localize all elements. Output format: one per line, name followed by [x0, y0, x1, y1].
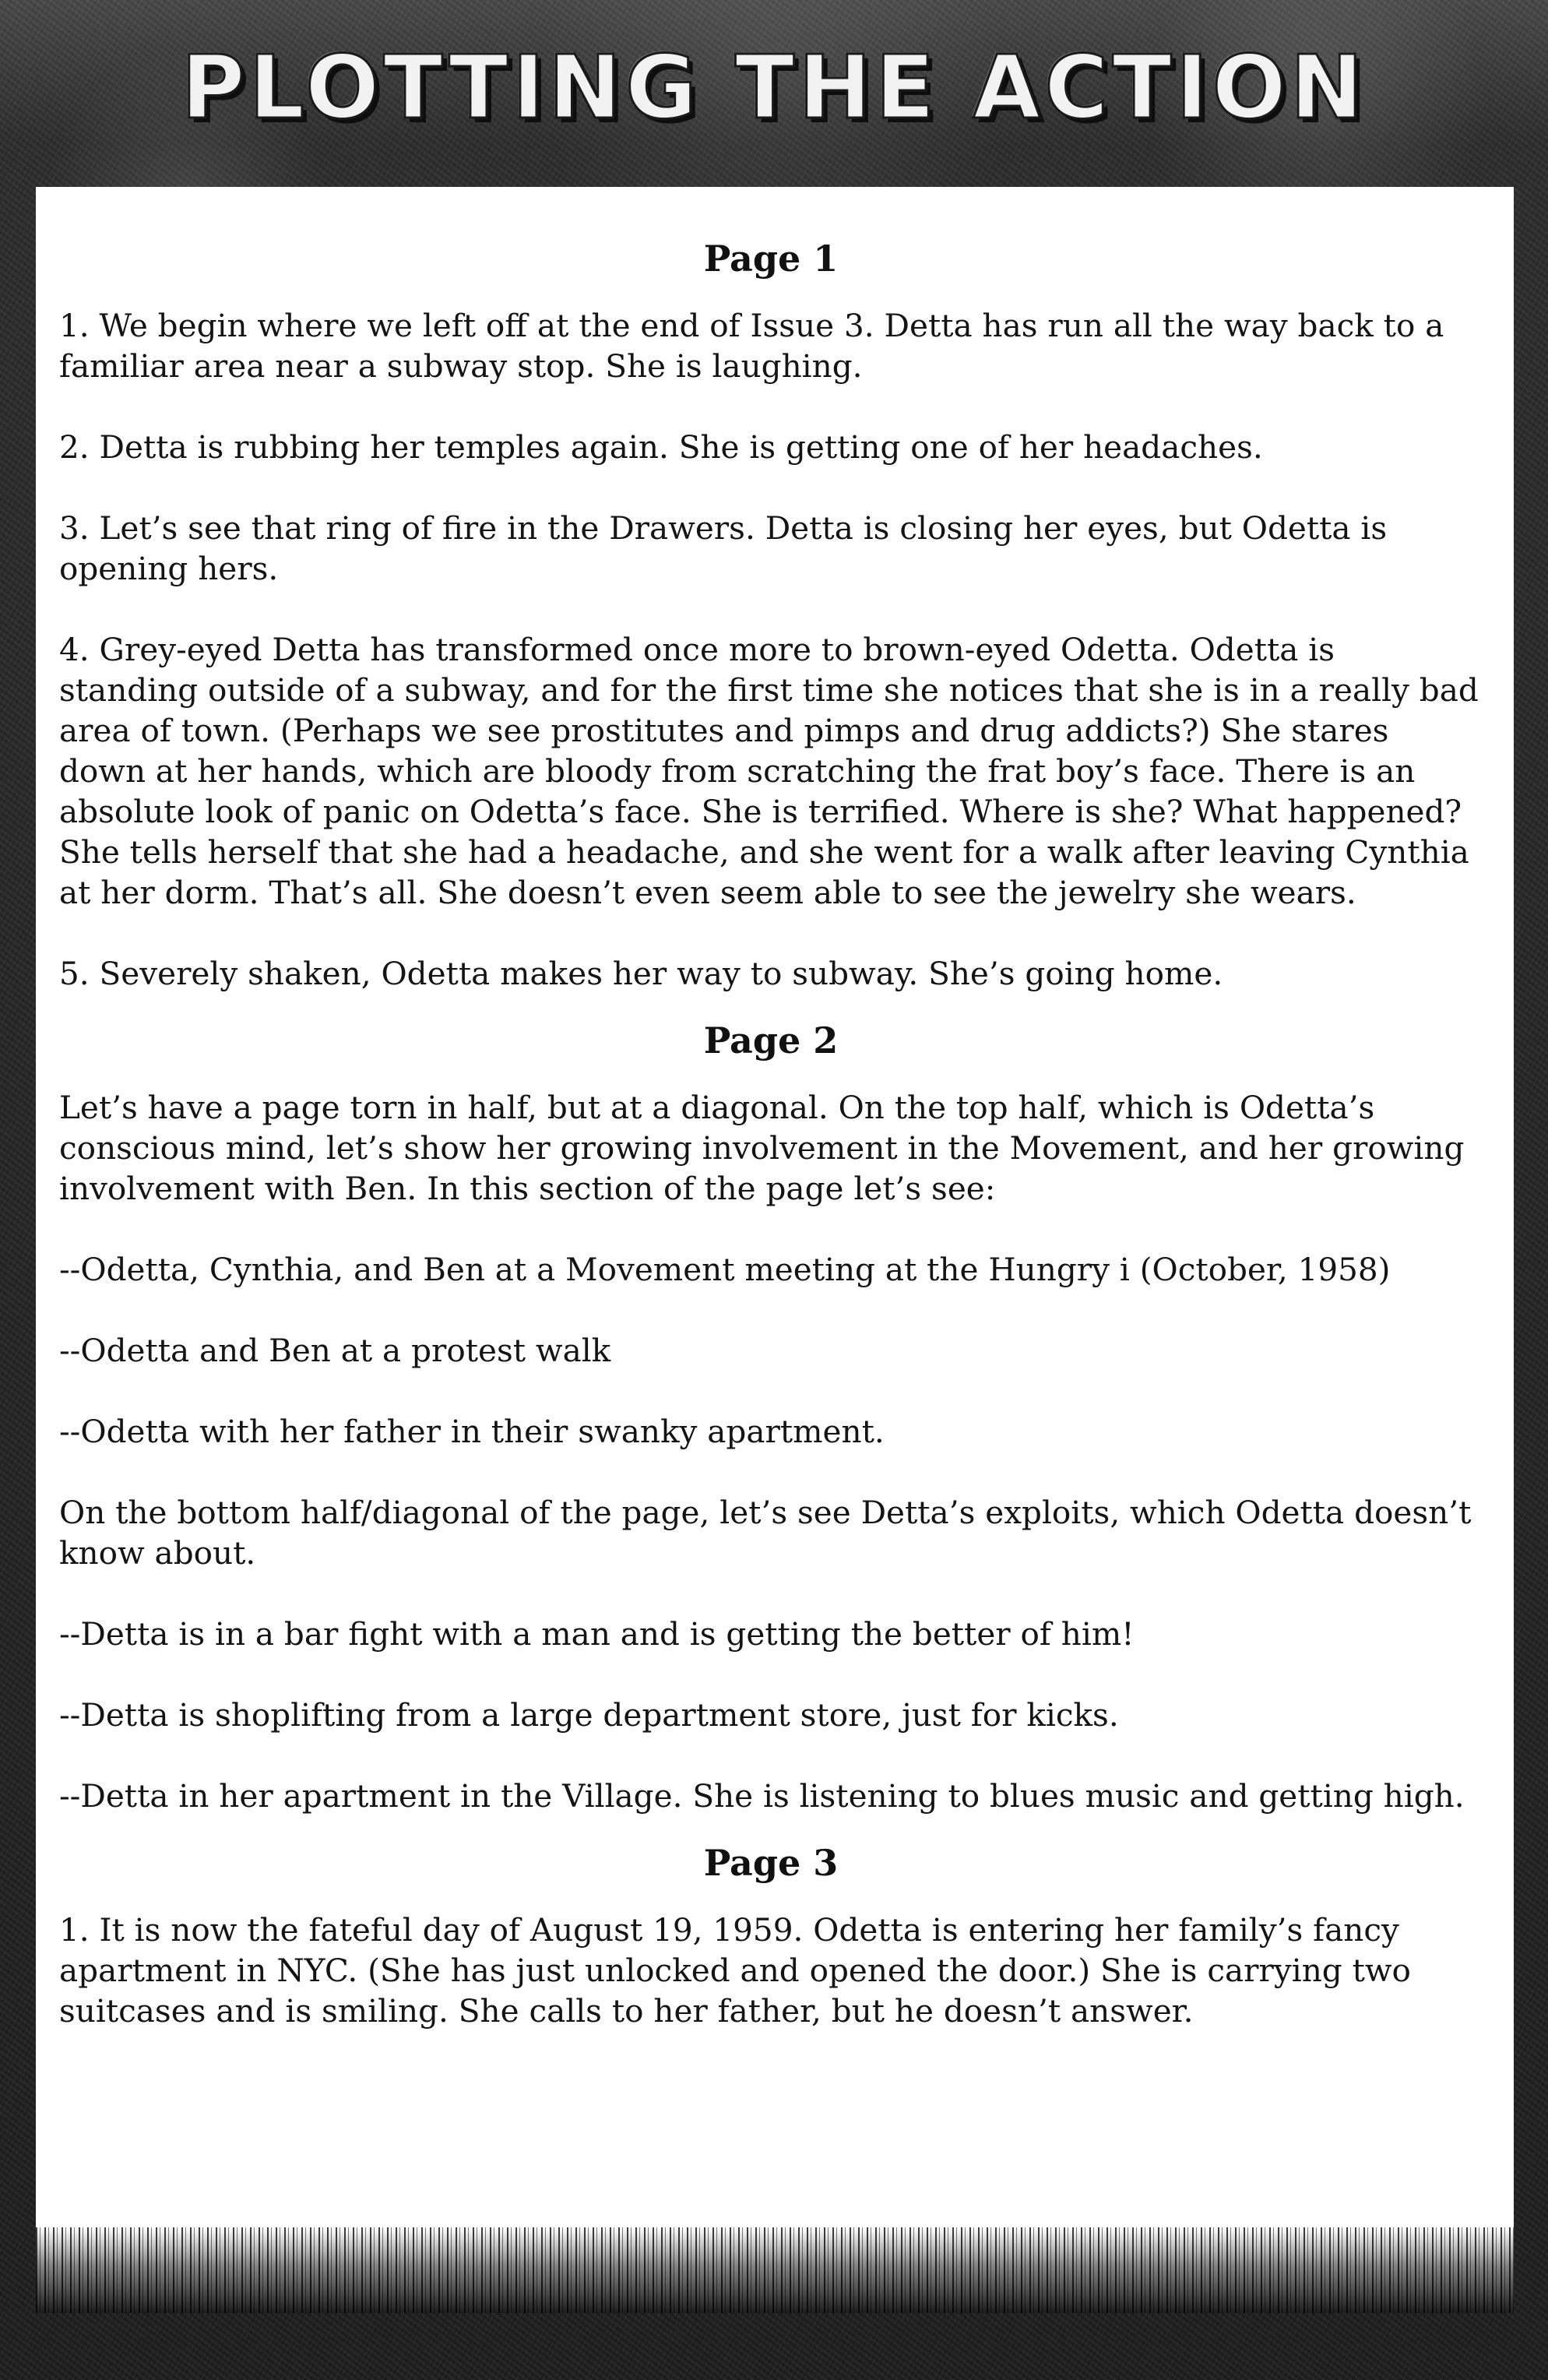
grunge-border-decoration: [36, 2227, 1514, 2313]
script-paragraph: 1. We begin where we left off at the end of Issue 3. Detta has run all the way back to a familiar area near a subway stop. She is laughing.: [59, 307, 1444, 385]
script-paragraph: --Odetta and Ben at a protest walk: [59, 1332, 611, 1369]
script-panel: [36, 187, 1514, 2313]
script-paragraph: 3. Let’s see that ring of fire in the Drawers. Detta is closing her eyes, but Odetta is opening hers.: [59, 509, 1388, 587]
script-paragraph: --Odetta with her father in their swanky apartment.: [59, 1413, 885, 1450]
script-paragraph: Let’s have a page torn in half, but at a diagonal. On the top half, which is Odetta’s conscious mind, let’s show her growing involvement in the Movement, and her growing involvement with Ben. In this section of the page let’s see:: [59, 1089, 1465, 1207]
script-paragraph: 5. Severely shaken, Odetta makes her way to subway. She’s going home.: [59, 955, 1223, 992]
section-page-2: [59, 1017, 1483, 1816]
script-paragraph: --Odetta, Cynthia, and Ben at a Movement meeting at the Hungry i (October, 1958): [59, 1251, 1391, 1288]
script-paragraph: --Detta is in a bar fight with a man and is getting the better of him!: [59, 1615, 1135, 1653]
section-heading: Page 3: [703, 1842, 839, 1884]
section-heading: Page 1: [703, 238, 839, 280]
script-paragraph: 2. Detta is rubbing her temples again. She is getting one of her headaches.: [59, 428, 1263, 466]
page-title: PLOTTING THE ACTION: [181, 37, 1367, 139]
script-paragraph: 4. Grey-eyed Detta has transformed once more to brown-eyed Odetta. Odetta is standing outside of a subway, and for the first time she notices that she is in a really bad area of town. (Perhaps we see prostitutes and pimps and drug addicts?) She stares down at her hands, which are bloody from scratching the frat boy’s face. There is an absolute look of panic on Odetta’s face. She is terrified. Where is she? What happened? She tells herself that she had a headache, and she went for a walk after leaving Cynthia at her dorm. That’s all. She doesn’t even seem able to see the jewelry she wears.: [59, 631, 1479, 911]
script-paragraph: --Detta in her apartment in the Village. She is listening to blues music and getting high.: [59, 1777, 1465, 1815]
section-page-3: [59, 1840, 1483, 2031]
section-heading: Page 2: [703, 1019, 839, 1061]
script-paragraph: On the bottom half/diagonal of the page, let’s see Detta’s exploits, which Odetta doesn’t know about.: [59, 1494, 1472, 1572]
script-paragraph: --Detta is shoplifting from a large department store, just for kicks.: [59, 1696, 1119, 1734]
section-page-1: [59, 235, 1483, 994]
script-paragraph: 1. It is now the fateful day of August 19, 1959. Odetta is entering her family’s fancy apartment in NYC. (She has just unlocked and opened the door.) She is carrying two suitcases and is smiling. She calls to her father, but he doesn’t answer.: [59, 1911, 1411, 2030]
